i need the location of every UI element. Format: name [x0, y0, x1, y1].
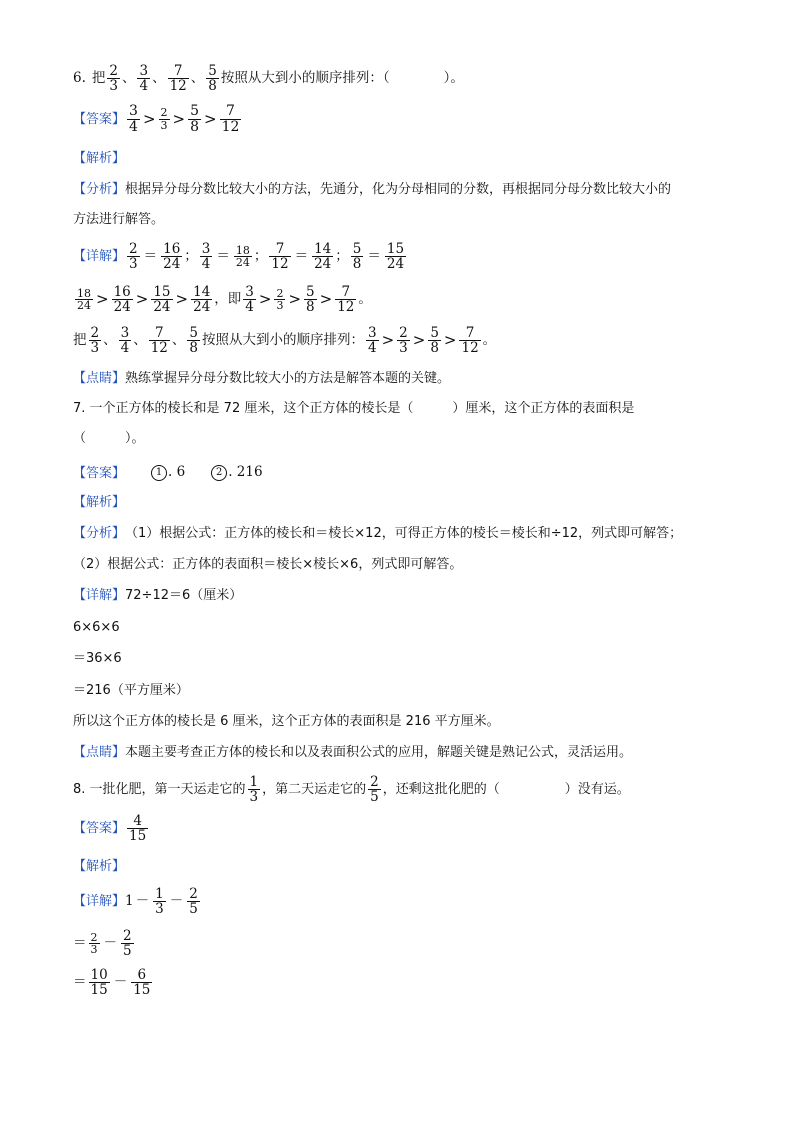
q6-suffix: 按照从大到小的顺序排列：（ ）。	[220, 69, 464, 86]
q6-fenxi-text: 根据异分母分数比较大小的方法，先通分，化为分母相同的分数，再根据同分母分数比较大小的	[125, 182, 672, 197]
q7-dianjing: 【点睛】 本题主要考查正方体的棱长和以及表面积公式的应用，解题关键是熟记公式，灵活运用。	[73, 745, 633, 760]
q7-detail-4: ＝216（平方厘米）	[73, 683, 189, 698]
q6-prefix: 把	[91, 69, 106, 86]
q7-detail-5: 所以这个正方体的棱长是 6 厘米，这个正方体的表面积是 216 平方厘米。	[73, 714, 500, 729]
q8-answer: 【答案】 $\frac{4}{15}$	[73, 813, 147, 845]
fraction: $\frac{7}{12}$	[169, 63, 187, 95]
q7-question-line2: （ ）。	[73, 431, 145, 446]
q6-comparison: $\frac{18}{24}$ > $\frac{16}{24}$ > $\frac{15}{24}$ > $\frac{14}{24}$ ，即 $\frac{3}{4}$ > $\frac{2}{3}$ > $\frac{5}{8}$ > $\frac{7}{12}$ 。	[77, 284, 372, 316]
analysis-label: 【解析】	[73, 859, 126, 874]
q6-answer: 【答案】 $\frac{3}{4}$ > $\frac{2}{3}$ > $\frac{5}{8}$ > $\frac{7}{12}$	[73, 103, 240, 135]
q6-detail-equations: 【详解】 $\frac{2}{3}$ ＝ $\frac{16}{24}$ ； $\frac{3}{4}$ ＝ $\frac{18}{24}$ ； $\frac{7}{12}$ ＝ $\frac{14}{24}$ ； $\frac{5}{8}$ ＝ $\frac{15}{24}$	[73, 241, 405, 273]
q7-fenxi-2: （2）根据公式：正方体的表面积＝棱长×棱长×6，列式即可解答。	[73, 557, 463, 572]
q8-question: 8. 一批化肥，第一天运走它的 $\frac{1}{3}$ ，第二天运走它的 $\frac{2}{5}$ ，还剩这批化肥的（ ）没有运。	[73, 774, 630, 806]
q8-detail-3: ＝ $\frac{10}{15}$ － $\frac{6}{15}$	[73, 967, 151, 999]
q7-detail-1: 【详解】 72÷12＝6（厘米）	[73, 588, 243, 603]
circled-number: 1	[151, 465, 167, 481]
answer-label: 【答案】	[73, 111, 126, 127]
fraction: $\frac{3}{4}$	[139, 63, 149, 95]
q6-dianjing: 【点睛】 熟练掌握异分母分数比较大小的方法是解答本题的关键。	[73, 371, 451, 386]
analysis-label: 【解析】	[73, 495, 126, 510]
q7-detail-2: 6×6×6	[73, 620, 120, 635]
fraction: $\frac{2}{3}$	[109, 63, 118, 95]
q8-detail-1: 【详解】 1 － $\frac{1}{3}$ － $\frac{2}{5}$	[73, 886, 198, 918]
q6-final: 把 $\frac{2}{3}$ 、 $\frac{3}{4}$ 、 $\frac{7}{12}$ 、 $\frac{5}{8}$ 按照从大到小的顺序排列： $\frac{3}{4}$ > $\frac{2}{3}$ > $\frac{5}{8}$ > $\frac{7}{12}$ 。	[73, 325, 497, 357]
q7-fenxi-1: 【分析】 （1）根据公式：正方体的棱长和＝棱长×12，可得正方体的棱长＝棱长和÷12，列式即可解答；	[73, 526, 683, 541]
q7-answer: 【答案】 1 . 6 2 . 216	[73, 464, 263, 481]
detail-label: 【详解】	[73, 249, 126, 265]
q6-question: 6. 把 $\frac{2}{3}$ 、 $\frac{3}{4}$ 、 $\frac{7}{12}$ 、 $\frac{5}{8}$ 按照从大到小的顺序排列：（ ）。	[73, 63, 464, 95]
q7-detail-3: ＝36×6	[73, 651, 122, 666]
q6-number: 6.	[73, 69, 86, 86]
q8-detail-2: ＝ $\frac{2}{3}$ － $\frac{2}{5}$	[73, 928, 132, 960]
circled-number: 2	[211, 465, 227, 481]
q7-question-line1: 7. 一个正方体的棱长和是 72 厘米，这个正方体的棱长是（ ）厘米，这个正方体的表面积是	[73, 401, 635, 416]
q6-fenxi	[73, 183, 671, 196]
fraction: $\frac{5}{8}$	[208, 63, 217, 95]
analysis-label: 【解析】	[73, 151, 126, 166]
fenxi-label: 【分析】	[73, 182, 126, 197]
q6-fenxi-text-2: 方法进行解答。	[73, 212, 165, 227]
